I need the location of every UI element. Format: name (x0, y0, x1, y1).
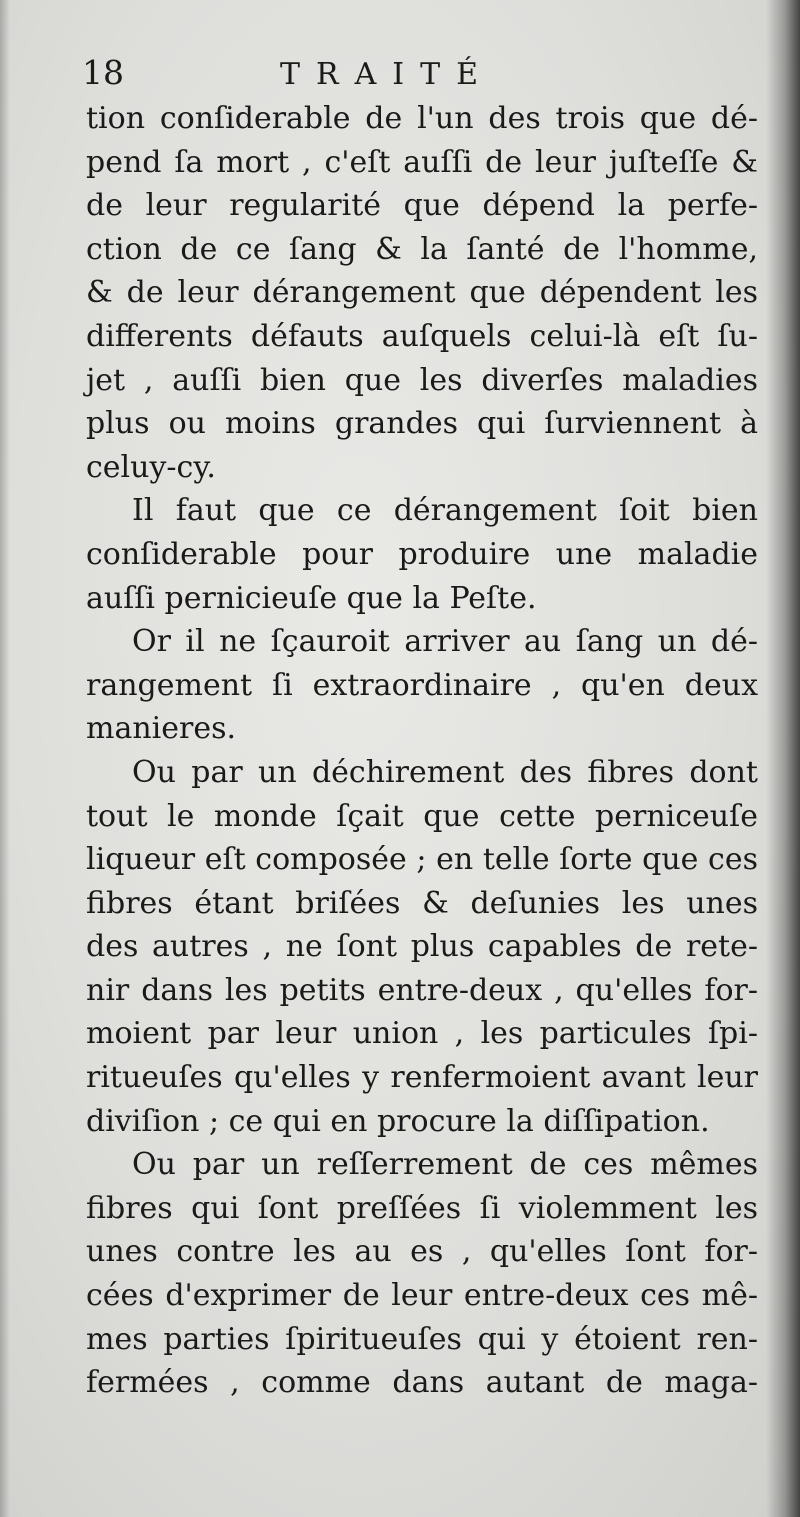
page-gutter-shadow (766, 0, 800, 1517)
text-line: mes parties ſpiritueuſes qui y étoient ren- (86, 1321, 758, 1357)
text-line: cées d'exprimer de leur entre-deux ces mê- (86, 1278, 758, 1314)
text-line: diviſion ; ce qui en procure la diſſipation. (86, 1103, 710, 1139)
text-line: rangement ſi extraordinaire , qu'en deux (86, 667, 758, 703)
text-line: manieres. (86, 711, 237, 747)
running-title: TRAITÉ (280, 57, 495, 92)
text-line: pend ſa mort , c'eſt auſſi de leur juſteſſe & (86, 144, 758, 180)
text-line: Ou par un reſſerrement de ces mêmes (132, 1147, 758, 1183)
text-line: tion conſiderable de l'un des trois que dé- (86, 101, 758, 136)
text-line: unes contre les au es , qu'elles ſont for- (86, 1234, 758, 1270)
text-line: liqueur eſt composée ; en telle ſorte que ces (86, 842, 758, 878)
text-line: jet , auſſi bien que les diverſes maladies (86, 362, 758, 398)
text-line: conſiderable pour produire une maladie (86, 536, 758, 572)
text-line: differents défauts auſquels celui-là eſt ſu- (86, 318, 758, 354)
text-line: ction de ce ſang & la ſanté de l'homme, (86, 231, 758, 267)
text-line: fermées , comme dans autant de maga- (86, 1365, 758, 1401)
text-line: de leur regularité que dépend la perfe- (86, 188, 758, 224)
text-line: ritueuſes qu'elles y renfermoient avant leur (86, 1060, 758, 1096)
text-line: celuy-cy. (86, 449, 216, 485)
page-number: 18 (82, 53, 124, 92)
page-left-shadow (0, 0, 10, 1517)
text-line: des autres , ne ſont plus capables de rete- (86, 929, 758, 965)
text-line: Ou par un déchirement des fibres dont (132, 754, 758, 790)
running-head (82, 50, 682, 100)
text-line: Or il ne ſçauroit arriver au ſang un dé- (132, 624, 758, 660)
body-text (86, 97, 758, 1405)
text-line: plus ou moins grandes qui ſurviennent à (86, 406, 758, 442)
text-line: & de leur dérangement que dépendent les (86, 275, 758, 311)
text-line: nir dans les petits entre-deux , qu'elles for- (86, 972, 758, 1008)
text-line: fibres étant briſées & deſunies les unes (86, 885, 758, 921)
text-line: tout le monde ſçait que cette perniceuſe (86, 798, 758, 834)
text-line: auſſi pernicieuſe que la Peſte. (86, 580, 537, 616)
text-line: Il faut que ce dérangement ſoit bien (132, 493, 758, 529)
text-line: fibres qui ſont preſſées ſi violemment les (86, 1190, 758, 1226)
text-line: moient par leur union , les particules ſpi- (86, 1016, 758, 1052)
